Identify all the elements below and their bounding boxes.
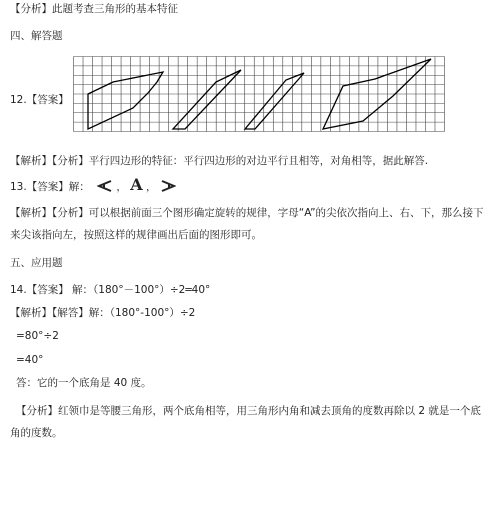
q13-letter-a: A [130,175,143,194]
q13-answer [10,175,176,194]
rotated-a-left-icon [97,179,113,193]
analysis-line-1: 【分析】此题考查三角形的基本特征 [10,3,178,15]
q13-sep-2: ， [146,181,157,193]
q14-solution-line-1: 【解析】【解答】解：（180°-100°）÷2 [10,307,196,319]
grid-lines [74,57,445,132]
q14-answer: 14.【答案】 解：（180°－100°）÷2═40° [10,284,211,296]
q12-explanation: 【解析】【分析】平行四边形的特征：平行四边形的对边平行且相等，对角相等，据此解答. [10,155,429,167]
q13-answer-label: 13.【答案】解： [10,181,90,193]
q14-solution-answer: 答：它的一个底角是 40 度。 [16,377,152,389]
parallelogram-1 [88,72,163,129]
parallelogram-grid-figure [73,56,445,132]
q14-explanation: 【分析】红领巾是等腰三角形，两个底角相等，用三角形内角和减去顶角的度数再除以 2 就是一个底角的度数。 [10,405,481,439]
q14-solution-line-3: =40° [16,354,44,366]
q12-answer-label: 12.【答案】 [10,94,69,106]
parallelogram-3 [245,73,304,129]
parallelogram-2 [173,70,241,129]
q14-solution-line-2: =80°÷2 [16,330,59,342]
section-heading-4: 四、解答题 [10,30,63,42]
rotated-a-right-icon [160,179,176,193]
q13-sep-1: ， [116,181,127,193]
section-heading-5: 五、应用题 [10,257,63,269]
q13-explanation: 【解析】【分析】可以根据前面三个图形确定旋转的规律，字母“A”的尖依次指向上、右、下，那么接下来尖该指向左，按照这样的规律画出后面的图形即可。 [10,207,484,241]
